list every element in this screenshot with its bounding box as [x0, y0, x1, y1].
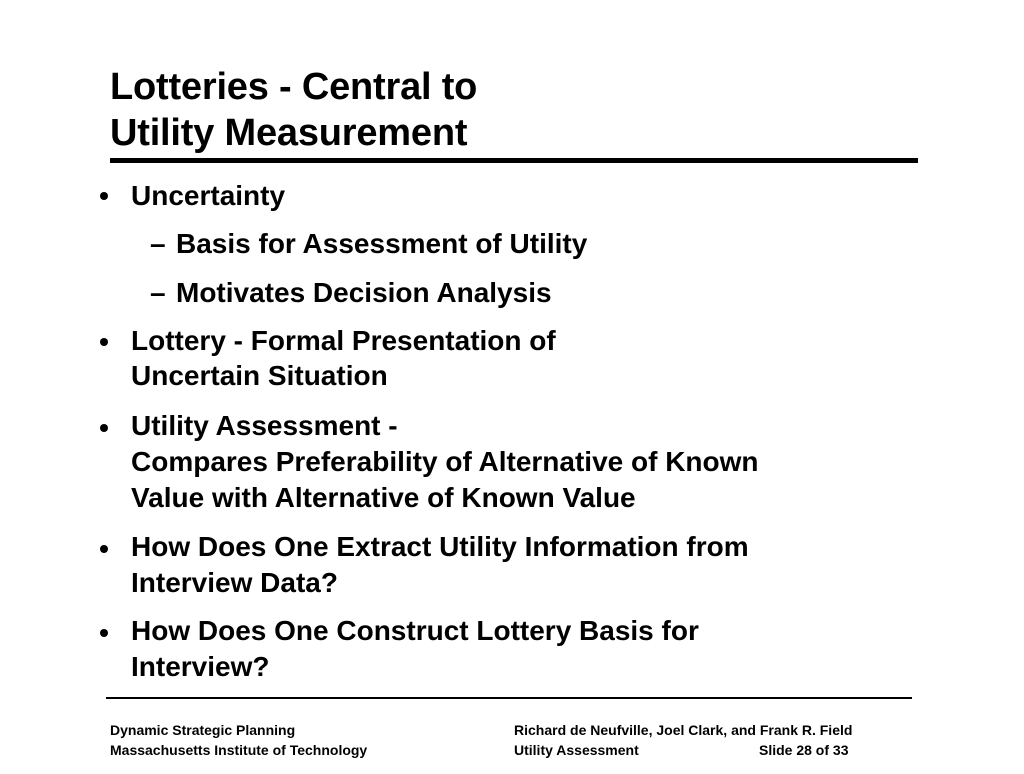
bullet-5-line-1: How Does One Construct Lottery Basis for — [131, 615, 699, 646]
bullet-5-line-2: Interview? — [131, 651, 270, 682]
subitem-1-1: Basis for Assessment of Utility — [176, 228, 588, 259]
footer-topic: Utility Assessment — [514, 742, 639, 758]
bullet-4-line-2: Interview Data? — [131, 567, 338, 598]
bullet-2-line-1: Lottery - Formal Presentation of — [131, 325, 556, 356]
footer-institution: Massachusetts Institute of Technology — [110, 742, 368, 758]
dash-icon: – — [150, 228, 166, 259]
subitem-1-2: Motivates Decision Analysis — [176, 277, 552, 308]
dash-icon: – — [150, 277, 166, 308]
title-underline — [110, 158, 918, 163]
bullet-3-line-1: Utility Assessment - — [131, 410, 398, 441]
bullet-2-line-2: Uncertain Situation — [131, 360, 388, 391]
slide-title-line-2: Utility Measurement — [110, 112, 468, 154]
bullet-1-text: Uncertainty — [131, 180, 286, 211]
slide-title-line-1: Lotteries - Central to — [110, 66, 478, 108]
bullet-dot-icon — [100, 192, 108, 200]
footer-slide-number: Slide 28 of 33 — [759, 742, 849, 758]
bullet-3-line-3: Value with Alternative of Known Value — [131, 482, 636, 513]
footer-authors: Richard de Neufville, Joel Clark, and Frank R. Field — [514, 722, 853, 738]
footer-course-name: Dynamic Strategic Planning — [110, 722, 296, 738]
bullet-dot-icon — [100, 424, 108, 432]
footer-divider — [106, 697, 912, 699]
bullet-dot-icon — [100, 545, 108, 553]
bullet-dot-icon — [100, 338, 108, 346]
bullet-3-line-2: Compares Preferability of Alternative of Known — [131, 446, 759, 477]
bullet-dot-icon — [100, 629, 108, 637]
bullet-4-line-1: How Does One Extract Utility Information from — [131, 531, 749, 562]
slide-title — [110, 64, 477, 156]
